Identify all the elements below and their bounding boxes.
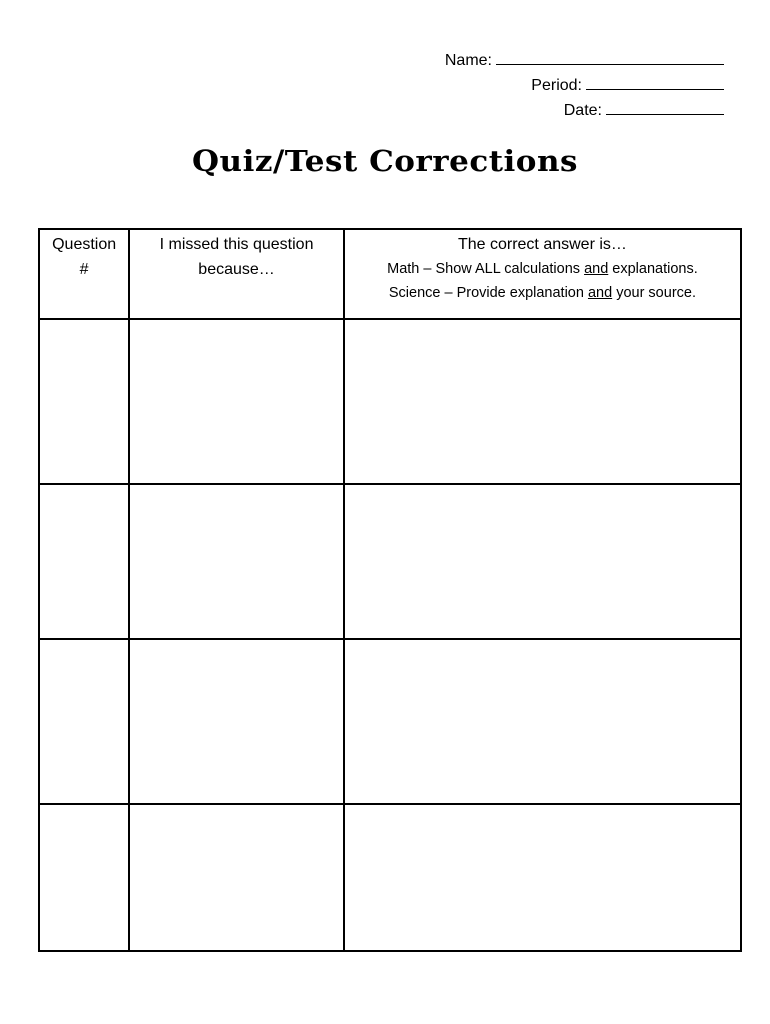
table-row — [39, 484, 741, 639]
period-label: Period: — [531, 77, 582, 94]
page-title: Quiz/Test Corrections — [192, 145, 578, 179]
table-row — [39, 804, 741, 951]
date-blank[interactable] — [606, 98, 724, 115]
question-number-cell[interactable] — [39, 804, 129, 951]
science-text-a: Science – Provide explanation — [388, 285, 588, 301]
missed-header-line2: because… — [198, 261, 275, 278]
column-header-question — [39, 229, 129, 319]
period-blank[interactable] — [586, 73, 724, 90]
missed-reason-cell[interactable] — [129, 639, 344, 804]
name-blank[interactable] — [496, 48, 724, 65]
math-instruction — [345, 257, 740, 281]
missed-reason-cell[interactable] — [129, 484, 344, 639]
table-row — [39, 319, 741, 484]
column-header-answer — [344, 229, 741, 319]
missed-reason-cell[interactable] — [129, 319, 344, 484]
missed-reason-cell[interactable] — [129, 804, 344, 951]
question-number-cell[interactable] — [39, 639, 129, 804]
science-text-b: your source. — [612, 285, 696, 301]
question-number-cell[interactable] — [39, 319, 129, 484]
question-header-line1: Question — [52, 236, 117, 253]
question-number-cell[interactable] — [39, 484, 129, 639]
name-field — [445, 48, 724, 73]
math-and-underlined: and — [584, 261, 609, 277]
date-field — [445, 98, 724, 123]
table-header-row — [39, 229, 741, 319]
science-and-underlined: and — [587, 285, 613, 301]
period-field — [445, 73, 724, 98]
column-header-missed — [129, 229, 344, 319]
math-text-b: explanations. — [608, 261, 698, 277]
answer-header-line1: The correct answer is… — [457, 236, 627, 253]
missed-header-line1: I missed this question — [159, 236, 314, 253]
corrections-table — [38, 228, 742, 952]
correct-answer-cell[interactable] — [344, 319, 741, 484]
date-label: Date: — [563, 102, 602, 119]
correct-answer-cell[interactable] — [344, 804, 741, 951]
science-instruction — [345, 281, 740, 305]
math-text-a: Math – Show ALL calculations — [387, 261, 585, 277]
correct-answer-cell[interactable] — [344, 639, 741, 804]
correct-answer-cell[interactable] — [344, 484, 741, 639]
table-row — [39, 639, 741, 804]
student-info-fields — [445, 48, 724, 123]
name-label: Name: — [444, 52, 492, 69]
question-header-line2: # — [79, 261, 89, 278]
